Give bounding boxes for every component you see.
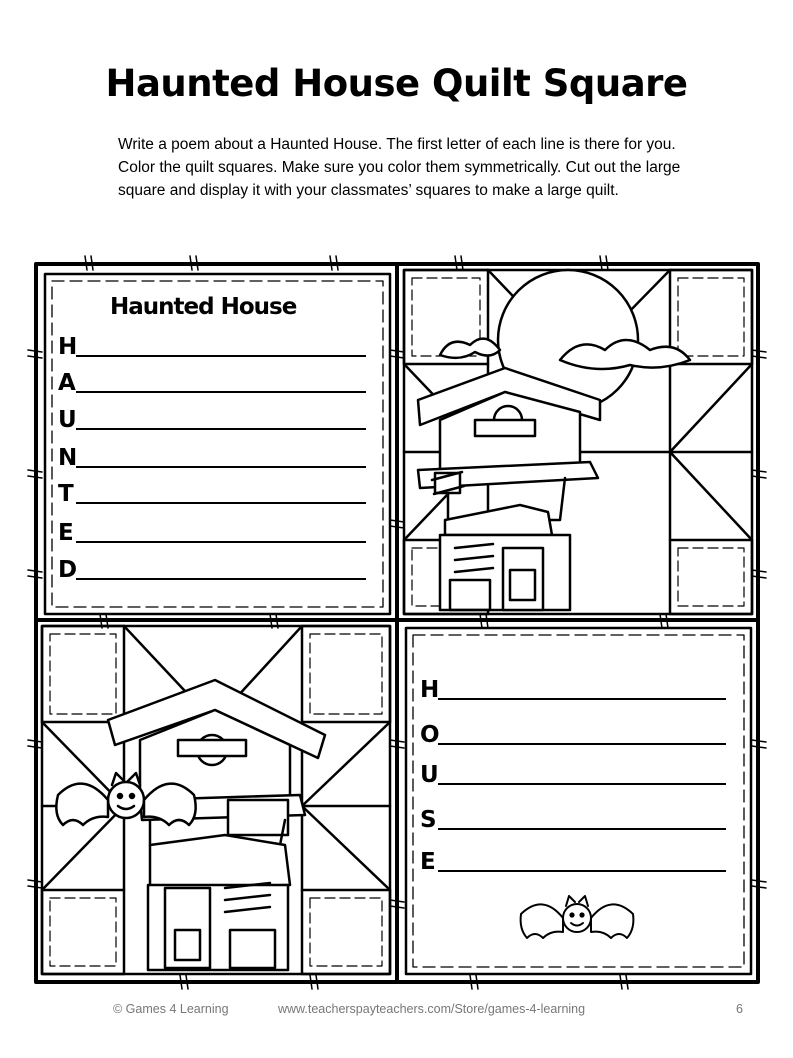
write-line[interactable]: [438, 828, 726, 830]
write-line[interactable]: [76, 502, 366, 504]
poem-line[interactable]: [58, 408, 366, 432]
poem-line[interactable]: [420, 763, 726, 787]
poem-line[interactable]: [58, 558, 366, 582]
acrostic-letter: S: [420, 807, 437, 833]
write-line[interactable]: [76, 466, 366, 468]
write-line[interactable]: [76, 355, 366, 357]
write-line[interactable]: [76, 541, 366, 543]
footer-url[interactable]: www.teacherspayteachers.com/Store/games-4-learning: [278, 1002, 586, 1016]
acrostic-letter: H: [420, 677, 440, 703]
write-line[interactable]: [438, 698, 726, 700]
write-line[interactable]: [76, 428, 366, 430]
write-line[interactable]: [438, 743, 726, 745]
acrostic-letter: U: [420, 762, 439, 788]
acrostic-letter: H: [58, 334, 78, 360]
acrostic-letter: U: [58, 407, 77, 433]
write-line[interactable]: [76, 391, 366, 393]
acrostic-letter: N: [58, 445, 78, 471]
poem-line[interactable]: [58, 521, 366, 545]
acrostic-letter: E: [58, 520, 74, 546]
poem-panel-title: Haunted House: [110, 294, 297, 320]
poem-line[interactable]: [420, 850, 726, 874]
poem-line[interactable]: [420, 723, 726, 747]
poem-line[interactable]: [58, 335, 366, 359]
write-line[interactable]: [438, 783, 726, 785]
instruction-line: Write a poem about a Haunted House. The first letter of each line is there for you.: [118, 136, 676, 153]
instruction-line: square and display it with your classmates’ squares to make a large quilt.: [118, 182, 619, 199]
haunted-house-moon-icon: [404, 270, 752, 614]
acrostic-letter: A: [58, 370, 76, 396]
acrostic-letter: D: [58, 557, 78, 583]
write-line[interactable]: [438, 870, 726, 872]
page-title: Haunted House Quilt Square: [105, 62, 688, 105]
acrostic-letter: E: [420, 849, 436, 875]
footer-copyright: © Games 4 Learning: [113, 1002, 229, 1016]
poem-line[interactable]: [58, 482, 366, 506]
write-line[interactable]: [76, 578, 366, 580]
bat-icon: [521, 896, 634, 938]
page-number: 6: [736, 1002, 743, 1016]
instruction-line: Color the quilt squares. Make sure you color them symmetrically. Cut out the large: [118, 159, 681, 176]
acrostic-letter: T: [58, 481, 74, 507]
haunted-house-bat-icon: [42, 626, 390, 974]
poem-line[interactable]: [58, 446, 366, 470]
acrostic-letter: O: [420, 722, 440, 748]
poem-line[interactable]: [420, 678, 726, 702]
poem-line[interactable]: [420, 808, 726, 832]
poem-line[interactable]: [58, 371, 366, 395]
